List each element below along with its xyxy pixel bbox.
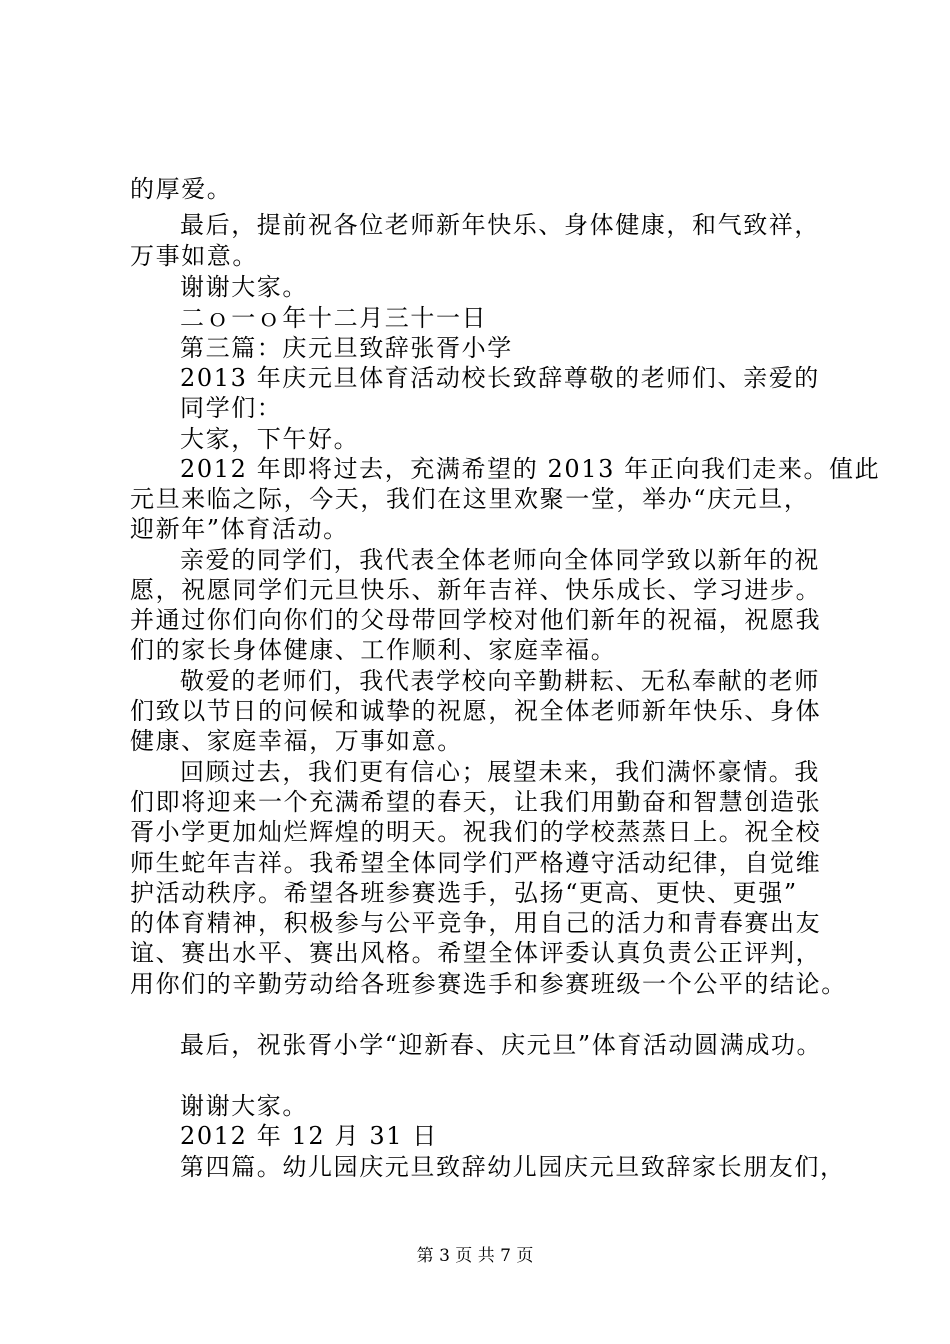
text-line: 们即将迎来一个充满希望的春天，让我们用勤奋和智慧创造张 bbox=[130, 788, 822, 816]
text-line: 元旦来临之际，今天，我们在这里欢聚一堂，举办“庆元旦， bbox=[130, 485, 810, 513]
text-line: 胥小学更加灿烂辉煌的明天。祝我们的学校蒸蒸日上。祝全校 bbox=[130, 818, 822, 846]
text-line: 并通过你们向你们的父母带回学校对他们新年的祝福，祝愿我 bbox=[130, 606, 822, 634]
text-line: 同学们： bbox=[180, 394, 283, 422]
text-line: 的体育精神，积极参与公平竞争，用自己的活力和青春赛出友 bbox=[130, 909, 822, 937]
text-line: 最后，祝张胥小学“迎新春、庆元旦”体育活动圆满成功。 bbox=[180, 1031, 823, 1059]
text-line: 敬爱的老师们，我代表学校向辛勤耕耘、无私奉献的老师 bbox=[180, 667, 820, 695]
section-heading: 第三篇：庆元旦致辞张胥小学 bbox=[180, 334, 513, 362]
page-number: 第 3 页 共 7 页 bbox=[416, 1246, 534, 1266]
date-line: 2012 年 12 月 31 日 bbox=[180, 1122, 438, 1150]
text-line: 亲爱的同学们，我代表全体老师向全体同学致以新年的祝 bbox=[180, 546, 820, 574]
section-heading: 第四篇。幼儿园庆元旦致辞幼儿园庆元旦致辞家长朋友们， bbox=[180, 1153, 846, 1181]
text-line: 用你们的辛勤劳动给各班参赛选手和参赛班级一个公平的结论。 bbox=[130, 970, 847, 998]
text-line: 们的家长身体健康、工作顺利、家庭幸福。 bbox=[130, 636, 617, 664]
text-line: 2012 年即将过去，充满希望的 2013 年正向我们走来。值此 bbox=[180, 455, 881, 483]
text-line: 最后，提前祝各位老师新年快乐、身体健康，和气致祥， bbox=[180, 211, 820, 239]
text-line: 大家，下午好。 bbox=[180, 425, 360, 453]
text-line: 谢谢大家。 bbox=[180, 273, 308, 301]
text-line: 护活动秩序。希望各班参赛选手，弘扬“更高、更快、更强” bbox=[130, 879, 798, 907]
text-line: 二ｏ一ｏ年十二月三十一日 bbox=[180, 304, 488, 332]
text-line: 们致以节日的问候和诚挚的祝愿，祝全体老师新年快乐、身体 bbox=[130, 697, 822, 725]
text-line: 健康、家庭幸福，万事如意。 bbox=[130, 727, 463, 755]
text-line: 师生蛇年吉祥。我希望全体同学们严格遵守活动纪律，自觉维 bbox=[130, 849, 822, 877]
text-line: 谢谢大家。 bbox=[180, 1092, 308, 1120]
text-line: 迎新年”体育活动。 bbox=[130, 515, 349, 543]
text-line: 愿，祝愿同学们元旦快乐、新年吉祥、快乐成长、学习进步。 bbox=[130, 576, 822, 604]
text-line: 2013 年庆元旦体育活动校长致辞尊敬的老师们、亲爱的 bbox=[180, 364, 820, 392]
text-line: 回顾过去，我们更有信心；展望未来，我们满怀豪情。我 bbox=[180, 758, 820, 786]
text-line: 的厚爱。 bbox=[130, 175, 233, 203]
text-line: 谊、赛出水平、赛出风格。希望全体评委认真负责公正评判， bbox=[130, 939, 822, 967]
text-line: 万事如意。 bbox=[130, 242, 258, 270]
